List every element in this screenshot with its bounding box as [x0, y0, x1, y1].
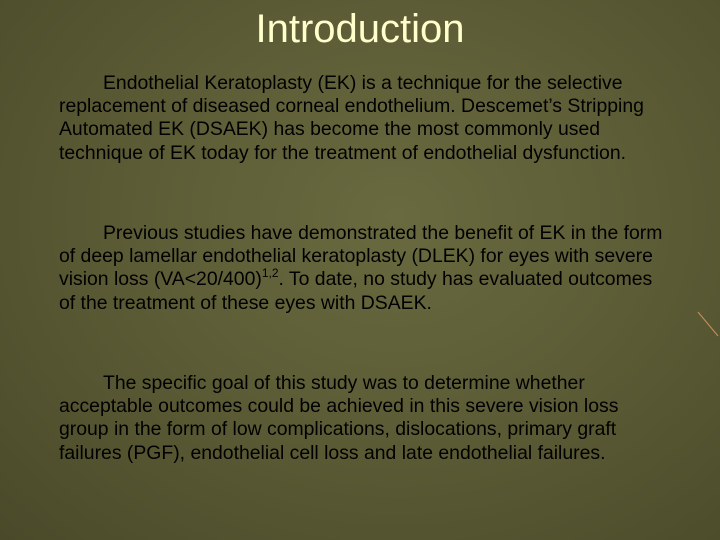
intro-paragraph-3: The specific goal of this study was to determine whether acceptable outcomes could be achieved in this severe vision loss group in the form of low complications, dislocations, primary graft failures (PGF), endothelial cell loss and late endothelial failures.	[59, 372, 619, 464]
accent-line	[698, 312, 718, 336]
intro-paragraph-2	[59, 222, 671, 315]
paragraph-2-text: Previous studies have demonstrated the benefit of EK in the form of deep lamellar endothelial keratoplasty (DLEK) for eyes with severe vision loss (VA<20/400)	[59, 222, 663, 291]
slide-title: Introduction	[255, 7, 465, 51]
paragraph-2-text-end: . To date, no study has evaluated outcomes of the treatment of these eyes with DSAEK.	[59, 268, 653, 314]
intro-paragraph-1: Endothelial Keratoplasty (EK) is a technique for the selective replacement of diseased corneal endothelium. Descemet’s Stripping Automated EK (DSAEK) has become the most commonly used technique of EK today for the treatment of endothelial dysfunction.	[59, 72, 644, 164]
decorative-accent-line	[696, 300, 720, 360]
citation-superscript: 1,2	[261, 266, 279, 281]
